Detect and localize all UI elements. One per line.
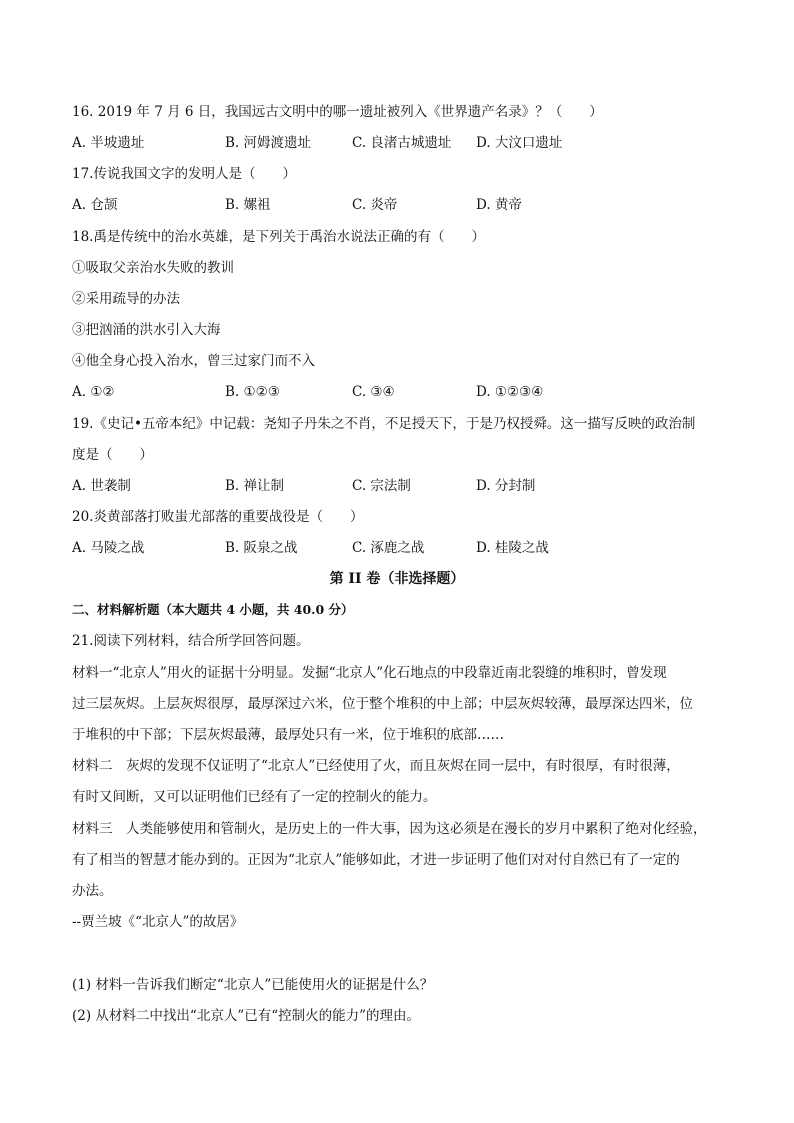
question-18-stem: 18.禹是传统中的治水英雄，是下列关于禹治水说法正确的有（ ） (72, 229, 485, 245)
question-16-option-a[interactable]: A. 半坡遗址 (72, 135, 145, 151)
sub-question-1: (1) 材料一告诉我们断定“北京人”已能使用火的证据是什么？ (72, 977, 434, 993)
question-20-option-a[interactable]: A. 马陵之战 (72, 540, 145, 556)
question-19-option-d[interactable]: D. 分封制 (476, 478, 536, 494)
section-2-title: 第 II 卷（非选择题） (329, 571, 465, 587)
question-19-option-a[interactable]: A. 世袭制 (72, 478, 131, 494)
question-18-item-4: ④他全身心投入治水，曾三过家门而不入 (72, 353, 315, 369)
section-2-heading: 二、材料解析题（本大题共 4 小题，共 40.0 分） (72, 602, 354, 617)
question-18-item-3: ③把汹涌的洪水引入大海 (72, 322, 221, 338)
question-16-options (72, 133, 732, 153)
question-16-option-c[interactable]: C. 良渚古城遗址 (352, 135, 452, 151)
question-18-option-c[interactable]: C. ③④ (352, 384, 395, 400)
question-18-option-d[interactable]: D. ①②③④ (476, 384, 544, 400)
material-2-line-1: 材料二 灰烬的发现不仅证明了“北京人”已经使用了火，而且灰烬在同一层中，有时很厚，有时很薄， (72, 758, 680, 774)
material-1-line-2: 过三层灰烬。上层灰烬很厚，最厚深过六米，位于整个堆积的中上部；中层灰烬较薄，最厚深达四米，位 (72, 696, 693, 712)
question-18-item-1: ①吸取父亲治水失败的教训 (72, 260, 234, 276)
material-2-line-2: 有时又间断，又可以证明他们已经有了一定的控制火的能力。 (72, 789, 437, 805)
question-19-stem-line-1: 19.《史记•五帝本纪》中记载：尧知子丹朱之不肖，不足授天下，于是乃权授舜。这一描写反映的政治制 (72, 416, 696, 432)
question-20-option-b[interactable]: B. 阪泉之战 (225, 540, 298, 556)
question-17-option-a[interactable]: A. 仓颉 (72, 197, 118, 213)
question-21-stem: 21.阅读下列材料，结合所学回答问题。 (72, 633, 310, 649)
question-17-stem: 17.传说我国文字的发明人是（ ） (72, 166, 296, 182)
question-19-stem-line-2: 度是（ ） (72, 447, 153, 463)
question-17-options (72, 195, 732, 215)
material-3-line-2: 有了相当的智慧才能办到的。正因为“北京人”能够如此，才进一步证明了他们对对付自然已有了一定的 (72, 852, 680, 868)
material-source: --贾兰坡《“北京人”的故居》 (72, 914, 244, 930)
question-17-option-b[interactable]: B. 嫘祖 (225, 197, 271, 213)
question-18-item-2: ②采用疏导的办法 (72, 291, 180, 307)
question-20-option-d[interactable]: D. 桂陵之战 (476, 540, 549, 556)
question-18-option-a[interactable]: A. ①② (72, 384, 115, 400)
material-3-line-1: 材料三 人类能够使用和管制火，是历史上的一件大事，因为这必须是在漫长的岁月中累积了绝对化经验， (72, 821, 707, 837)
question-19-option-c[interactable]: C. 宗法制 (352, 478, 411, 494)
material-3-line-3: 办法。 (72, 883, 113, 899)
question-20-options (72, 538, 732, 558)
question-16-stem: 16. 2019 年 7 月 6 日，我国远古文明中的哪一遗址被列入《世界遗产名录》？（ ） (72, 104, 603, 120)
material-1-line-3: 于堆积的中下部；下层灰烬最薄，最厚处只有一米，位于堆积的底部…… (72, 727, 504, 743)
question-17-option-c[interactable]: C. 炎帝 (352, 197, 398, 213)
question-18-option-b[interactable]: B. ①②③ (225, 384, 280, 400)
sub-question-2: (2) 从材料二中找出“北京人”已有“控制火的能力”的理由。 (72, 1008, 421, 1024)
question-16-option-b[interactable]: B. 河姆渡遗址 (225, 135, 312, 151)
question-20-option-c[interactable]: C. 涿鹿之战 (352, 540, 425, 556)
question-20-stem: 20.炎黄部落打败蚩尤部落的重要战役是（ ） (72, 509, 364, 525)
question-17-option-d[interactable]: D. 黄帝 (476, 197, 522, 213)
question-19-options (72, 476, 732, 496)
material-1-line-1: 材料一“北京人”用火的证据十分明显。发掘“北京人”化石地点的中段靠近南北裂缝的堆积时，曾发现 (72, 665, 667, 681)
question-19-option-b[interactable]: B. 禅让制 (225, 478, 285, 494)
question-18-options (72, 382, 732, 402)
question-16-option-d[interactable]: D. 大汶口遗址 (476, 135, 563, 151)
